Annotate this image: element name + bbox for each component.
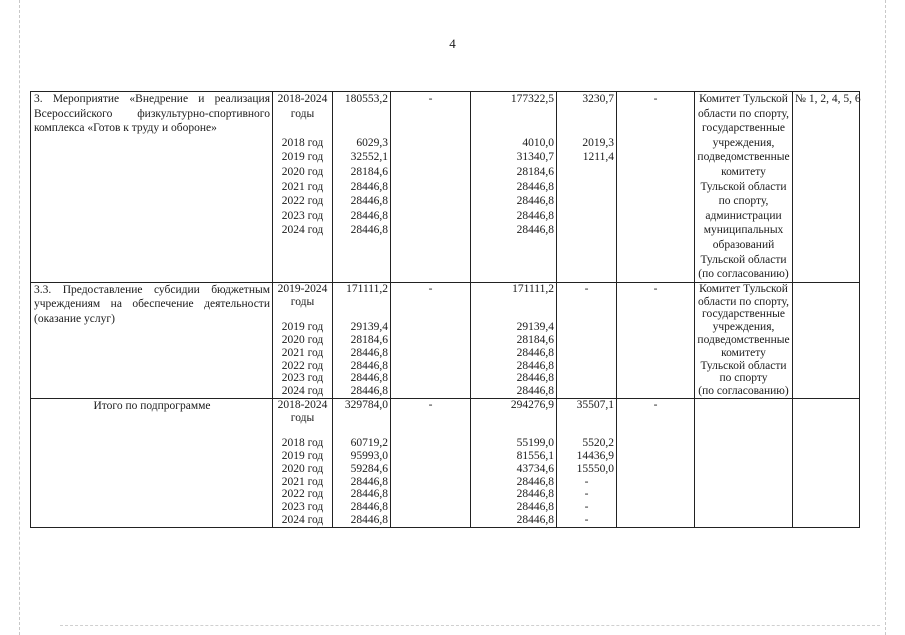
other-value: - <box>653 93 658 105</box>
regional-year-value: 28446,8 <box>516 501 554 514</box>
total-year-value: 29139,4 <box>350 321 388 334</box>
responsible-line: Тульской области <box>700 180 787 193</box>
year-label: 2020 год <box>281 462 324 475</box>
federal-value: - <box>428 93 433 105</box>
municipal-year-value: - <box>584 501 589 514</box>
regional-year-value: 55199,0 <box>516 437 554 450</box>
responsible-cell <box>695 92 793 283</box>
year-label: 2023 год <box>281 372 324 385</box>
responsible-line: учреждения, <box>712 136 775 149</box>
scan-edge-left <box>19 0 20 635</box>
municipal-year-value: 14436,9 <box>576 450 614 463</box>
federal-value: - <box>428 398 433 411</box>
year-label: 2018 год <box>281 437 324 450</box>
responsible-line: (по согласованию) <box>698 385 789 398</box>
total-cell <box>333 92 391 283</box>
responsible-line: государственные <box>702 308 785 321</box>
regional-cell <box>471 92 557 283</box>
period-unit: годы <box>290 107 315 120</box>
table-row <box>31 398 860 527</box>
responsible-line: области по спорту, <box>697 295 790 308</box>
indicators-cell <box>793 92 860 283</box>
responsible-line: Комитет Тульской <box>699 282 788 295</box>
municipal-cell <box>557 92 617 283</box>
other-cell <box>617 398 695 527</box>
regional-year-value: 28446,8 <box>516 180 554 193</box>
year-label: 2023 год <box>281 501 324 514</box>
year-label: 2021 год <box>281 180 324 193</box>
federal-cell <box>391 398 471 527</box>
responsible-line: Тульской области <box>700 253 787 266</box>
municipal-cell <box>557 282 617 398</box>
responsible-line: по спорту <box>719 372 768 385</box>
total-value: 171111,2 <box>346 282 388 295</box>
municipal-year-value: 2019,3 <box>582 136 614 149</box>
total-year-value: 32552,1 <box>350 151 388 164</box>
table-row <box>31 92 860 283</box>
year-label: 2022 год <box>281 359 324 372</box>
responsible-line: комитету <box>721 165 766 178</box>
total-value: 180553,2 <box>344 93 388 105</box>
regional-value: 177322,5 <box>510 93 554 105</box>
other-value: - <box>653 282 658 295</box>
year-label: 2024 год <box>281 514 324 527</box>
period-cell <box>273 398 333 527</box>
year-label: 2019 год <box>281 321 324 334</box>
responsible-line: (по согласованию) <box>698 268 789 281</box>
responsible-line: Тульской области <box>700 359 787 372</box>
municipal-value: 35507,1 <box>576 398 614 411</box>
regional-year-value: 28184,6 <box>516 165 554 178</box>
regional-year-value: 29139,4 <box>516 321 554 334</box>
responsible-line: по спорту, <box>718 195 769 208</box>
responsible-cell <box>695 282 793 398</box>
total-year-value: 28446,8 <box>350 224 388 237</box>
year-label: 2020 год <box>281 333 324 346</box>
year-label: 2024 год <box>281 224 324 237</box>
municipal-value: 3230,7 <box>582 93 614 105</box>
regional-year-value: 28446,8 <box>516 224 554 237</box>
regional-year-value: 28446,8 <box>516 346 554 359</box>
year-label: 2020 год <box>281 165 324 178</box>
year-label: 2024 год <box>281 385 324 398</box>
year-label: 2022 год <box>281 488 324 501</box>
page-number: 4 <box>449 36 456 51</box>
regional-year-value: 28446,8 <box>516 359 554 372</box>
municipal-year-value: 5520,2 <box>582 437 614 450</box>
responsible-line: администрации <box>705 209 782 222</box>
period-unit: годы <box>290 411 315 424</box>
indicators-value: № 1, 2, 4, 5, 6 <box>795 93 861 105</box>
period-cell <box>273 92 333 283</box>
regional-year-value: 28446,8 <box>516 488 554 501</box>
municipal-year-value: 1211,4 <box>582 151 614 164</box>
total-year-value: 59284,6 <box>350 462 388 475</box>
responsible-cell <box>695 398 793 527</box>
total-year-value: 28446,8 <box>350 195 388 208</box>
other-cell <box>617 282 695 398</box>
total-year-value: 28446,8 <box>350 180 388 193</box>
municipal-year-value: - <box>584 514 589 527</box>
municipal-year-value: - <box>584 488 589 501</box>
year-label: 2019 год <box>281 450 324 463</box>
row-name: 3.3. Предоставление субсидии бюджетным учреждениям на обеспечение деятельности (оказание услуг) <box>31 282 273 398</box>
period-range: 2018-2024 <box>277 93 328 105</box>
total-year-value: 28446,8 <box>350 514 388 527</box>
subprogram-budget-table <box>30 91 860 528</box>
other-cell <box>617 92 695 283</box>
regional-value: 171111,2 <box>512 282 554 295</box>
total-year-value: 28446,8 <box>350 385 388 398</box>
federal-value: - <box>428 282 433 295</box>
municipal-year-value: 15550,0 <box>576 462 614 475</box>
period-range: 2018-2024 <box>277 398 328 411</box>
regional-year-value: 28184,6 <box>516 333 554 346</box>
federal-cell <box>391 282 471 398</box>
municipal-cell <box>557 398 617 527</box>
responsible-line: государственные <box>702 122 785 135</box>
regional-value: 294276,9 <box>510 398 554 411</box>
regional-year-value: 4010,0 <box>522 136 554 149</box>
responsible-line: Комитет Тульской <box>699 93 788 105</box>
year-label: 2021 год <box>281 346 324 359</box>
municipal-year-value: - <box>584 475 589 488</box>
period-range: 2019-2024 <box>277 282 328 295</box>
year-label: 2022 год <box>281 195 324 208</box>
responsible-line: области по спорту, <box>697 107 790 120</box>
responsible-line: учреждения, <box>712 321 775 334</box>
total-year-value: 28446,8 <box>350 488 388 501</box>
row-name: Итого по подпрограмме <box>31 398 273 527</box>
municipal-value: - <box>584 282 589 295</box>
indicators-cell <box>793 282 860 398</box>
regional-year-value: 43734,6 <box>516 462 554 475</box>
regional-year-value: 28446,8 <box>516 385 554 398</box>
responsible-line: образований <box>712 238 775 251</box>
regional-year-value: 28446,8 <box>516 372 554 385</box>
total-year-value: 28446,8 <box>350 346 388 359</box>
year-label: 2023 год <box>281 209 324 222</box>
row-name: 3. Мероприятие «Внедрение и реализация Всероссийского физкультурно-спортивного комплекса «Готов к труду и обороне» <box>31 92 273 283</box>
year-label: 2018 год <box>281 136 324 149</box>
scan-footer-line <box>60 625 880 626</box>
regional-year-value: 81556,1 <box>516 450 554 463</box>
responsible-line: муниципальных <box>703 224 784 237</box>
total-cell <box>333 282 391 398</box>
responsible-line: комитету <box>721 346 766 359</box>
total-year-value: 28446,8 <box>350 359 388 372</box>
year-label: 2021 год <box>281 475 324 488</box>
total-year-value: 28446,8 <box>350 501 388 514</box>
total-year-value: 60719,2 <box>350 437 388 450</box>
regional-year-value: 31340,7 <box>516 151 554 164</box>
total-year-value: 95993,0 <box>350 450 388 463</box>
regional-year-value: 28446,8 <box>516 209 554 222</box>
period-unit: годы <box>290 295 315 308</box>
regional-cell <box>471 282 557 398</box>
other-value: - <box>653 398 658 411</box>
total-year-value: 28446,8 <box>350 475 388 488</box>
indicators-cell <box>793 398 860 527</box>
year-label: 2019 год <box>281 151 324 164</box>
total-year-value: 28446,8 <box>350 372 388 385</box>
responsible-line: подведомственные <box>697 333 790 346</box>
period-cell <box>273 282 333 398</box>
responsible-line: подведомственные <box>697 151 790 164</box>
total-cell <box>333 398 391 527</box>
total-year-value: 28184,6 <box>350 165 388 178</box>
federal-cell <box>391 92 471 283</box>
total-value: 329784,0 <box>344 398 388 411</box>
regional-cell <box>471 398 557 527</box>
total-year-value: 6029,3 <box>356 136 388 149</box>
total-year-value: 28184,6 <box>350 333 388 346</box>
total-year-value: 28446,8 <box>350 209 388 222</box>
regional-year-value: 28446,8 <box>516 195 554 208</box>
table-row <box>31 282 860 398</box>
regional-year-value: 28446,8 <box>516 514 554 527</box>
regional-year-value: 28446,8 <box>516 475 554 488</box>
scan-edge-right <box>885 0 886 635</box>
